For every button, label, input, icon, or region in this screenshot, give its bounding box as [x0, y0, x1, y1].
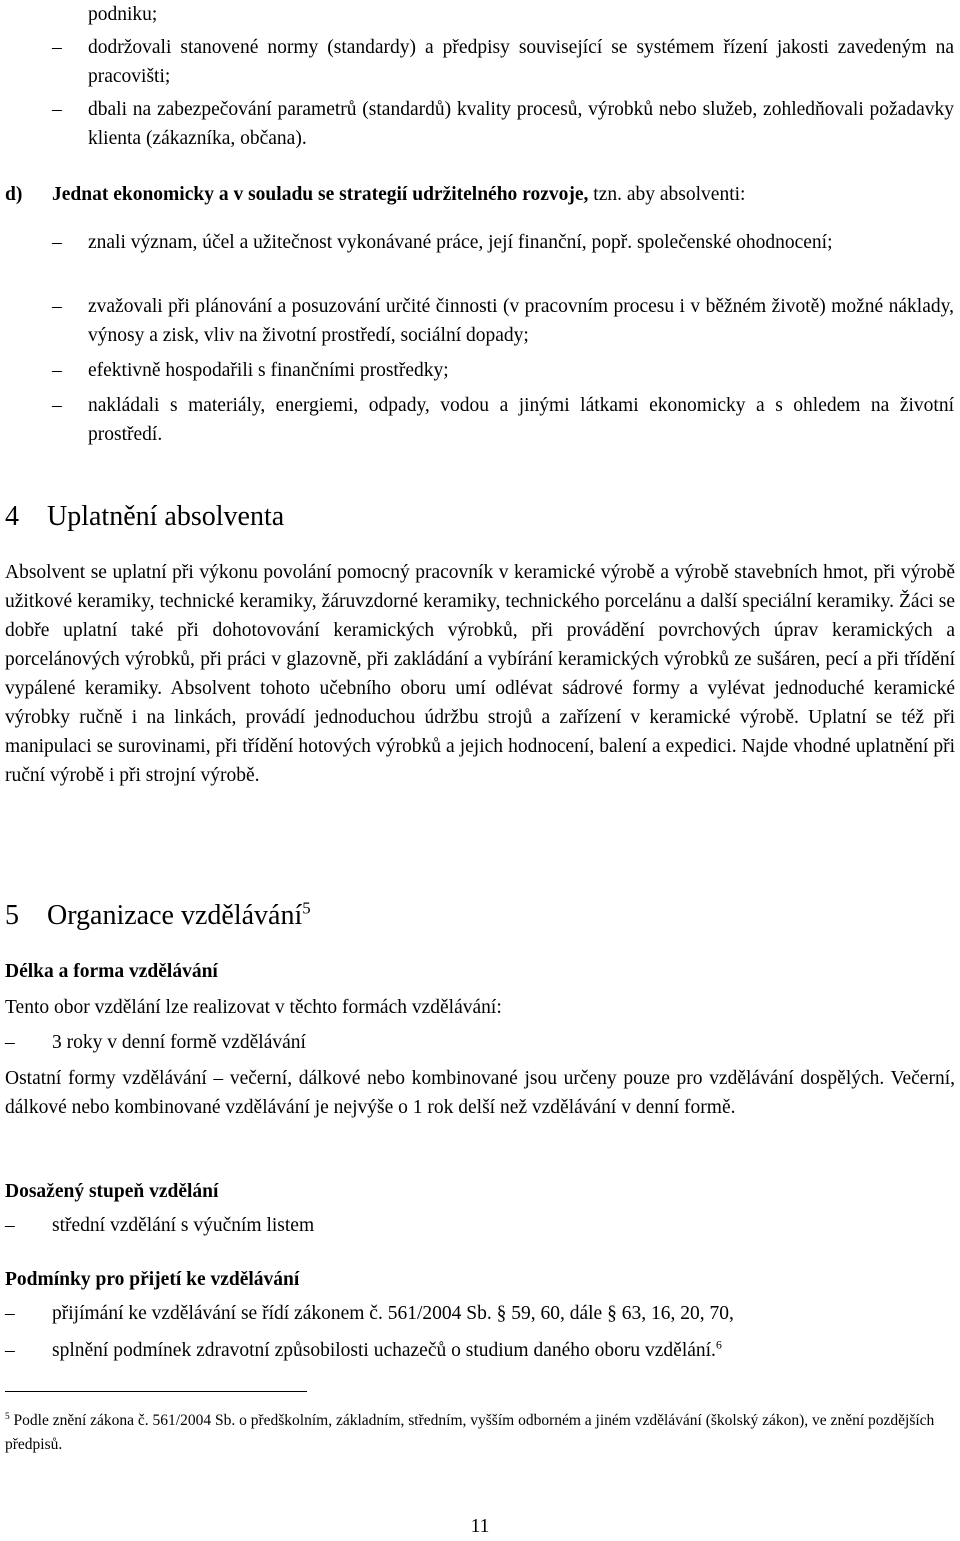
dash-bullet: –	[5, 1340, 15, 1361]
competency-title: Jednat ekonomicky a v souladu se strategií udržitelného rozvoje,	[52, 184, 589, 205]
dash-bullet: –	[5, 1303, 15, 1324]
dash-bullet: –	[52, 296, 62, 317]
dash-bullet: –	[52, 232, 62, 253]
dash-bullet: –	[5, 1215, 15, 1236]
footnote-ref: 6	[715, 1338, 722, 1352]
section-heading	[5, 899, 311, 933]
paragraph: Tento obor vzdělání lze realizovat v těchto formách vzdělávání:	[5, 997, 502, 1018]
footnote-separator	[5, 1391, 307, 1392]
list-item-text	[52, 1299, 952, 1328]
section-number: 4	[5, 501, 19, 532]
section-sign	[607, 1303, 617, 1324]
paragraph: Ostatní formy vzdělávání – večerní, dálkové nebo kombinované jsou určeny pouze pro vzdělávání dospělých. Večerní, dálkové nebo kombinované vzdělávání je nejvýše o 1 rok delší než vzdělávání v denní formě.	[5, 1068, 955, 1118]
subheading: Délka a forma vzdělávání	[5, 961, 218, 982]
text-part: 59, 60, dále	[506, 1303, 608, 1324]
dash-bullet: –	[5, 1032, 15, 1053]
list-item-text: dodržovali stanovené normy (standardy) a předpisy související se systémem řízení jakosti zavedeným na pracovišti;	[88, 37, 954, 87]
text-part: 63, 16, 20, 70,	[616, 1303, 734, 1324]
footnote-ref: 5	[302, 898, 311, 918]
list-continuation: podniku;	[88, 4, 158, 25]
text-part: splnění podmínek zdravotní způsobilosti uchazečů o studium daného oboru vzdělání.	[52, 1340, 716, 1361]
competency-intro: tzn. aby absolventi:	[588, 184, 746, 205]
section-number: 5	[5, 900, 19, 931]
subheading: Podmínky pro přijetí ke vzdělávání	[5, 1269, 300, 1290]
section-sign	[497, 1303, 507, 1324]
list-item-text: nakládali s materiály, energiemi, odpady, vodou a jinými látkami ekonomicky a s ohledem na životní prostředí.	[88, 395, 954, 445]
list-item-text: efektivně hospodařili s finančními prostředky;	[88, 360, 449, 381]
section-title: Organizace vzdělávání	[47, 900, 303, 931]
dash-bullet: –	[52, 395, 62, 416]
section-heading	[5, 500, 284, 534]
footnote-number: 5	[5, 1411, 10, 1422]
dash-bullet: –	[52, 99, 62, 120]
list-item-text: střední vzdělání s výučním listem	[52, 1215, 315, 1236]
list-item-text: zvažovali při plánování a posuzování určité činnosti (v pracovním procesu i v běžném životě) možné náklady, výnosy a zisk, vliv na životní prostředí, sociální dopady;	[88, 296, 954, 346]
list-item-text: znali význam, účel a užitečnost vykonávané práce, její finanční, popř. společenské ohodnocení;	[88, 232, 833, 253]
dash-bullet: –	[52, 360, 62, 381]
section-title: Uplatnění absolventa	[47, 501, 285, 532]
subheading: Dosažený stupeň vzdělání	[5, 1181, 219, 1202]
footnote-text: Podle znění zákona č. 561/2004 Sb. o předškolním, základním, středním, vyšším odborném a jiném vzdělávání (školský zákon), ve znění pozdějších předpisů.	[5, 1412, 935, 1453]
list-item-text: 3 roky v denní formě vzdělávání	[52, 1032, 306, 1053]
item-label: d)	[5, 184, 23, 205]
list-item-text	[52, 1336, 952, 1365]
list-item-text: dbali na zabezpečování parametrů (standardů) kvality procesů, výrobků nebo služeb, zohledňovali požadavky klienta (zákazníka, občana).	[88, 99, 954, 149]
dash-bullet: –	[52, 37, 62, 58]
page-number: 11	[470, 1516, 490, 1537]
paragraph: Absolvent se uplatní při výkonu povolání pomocný pracovník v keramické výrobě a výrobě stavebních hmot, při výrobě užitkové keramiky, technické keramiky, žáruvzdorné keramiky, technického porcelánu a další speciální keramiky. Žáci se dobře uplatní také při dohotovování keramických výrobků, při provádění povrchových úprav keramických a porcelánových výrobků, při práci v glazovně, při zakládání a vybírání keramických výrobků ze sušáren, pecí a při třídění vypálené keramiky. Absolvent tohoto učebního oboru umí odlévat sádrové formy a vylévat jednoduché keramické výrobky ručně i na linkách, provádí jednoduchou údržbu strojů a zařízení v keramické výrobě. Uplatní se též při manipulaci se surovinami, při třídění hotových výrobků a jejich hodnocení, balení a expedici. Najde vhodné uplatnění při ruční výrobě i při strojní výrobě.	[5, 562, 955, 786]
text-part: přijímání ke vzdělávání se řídí zákonem č. 561/2004 Sb.	[52, 1303, 497, 1324]
footnote	[5, 1409, 955, 1457]
